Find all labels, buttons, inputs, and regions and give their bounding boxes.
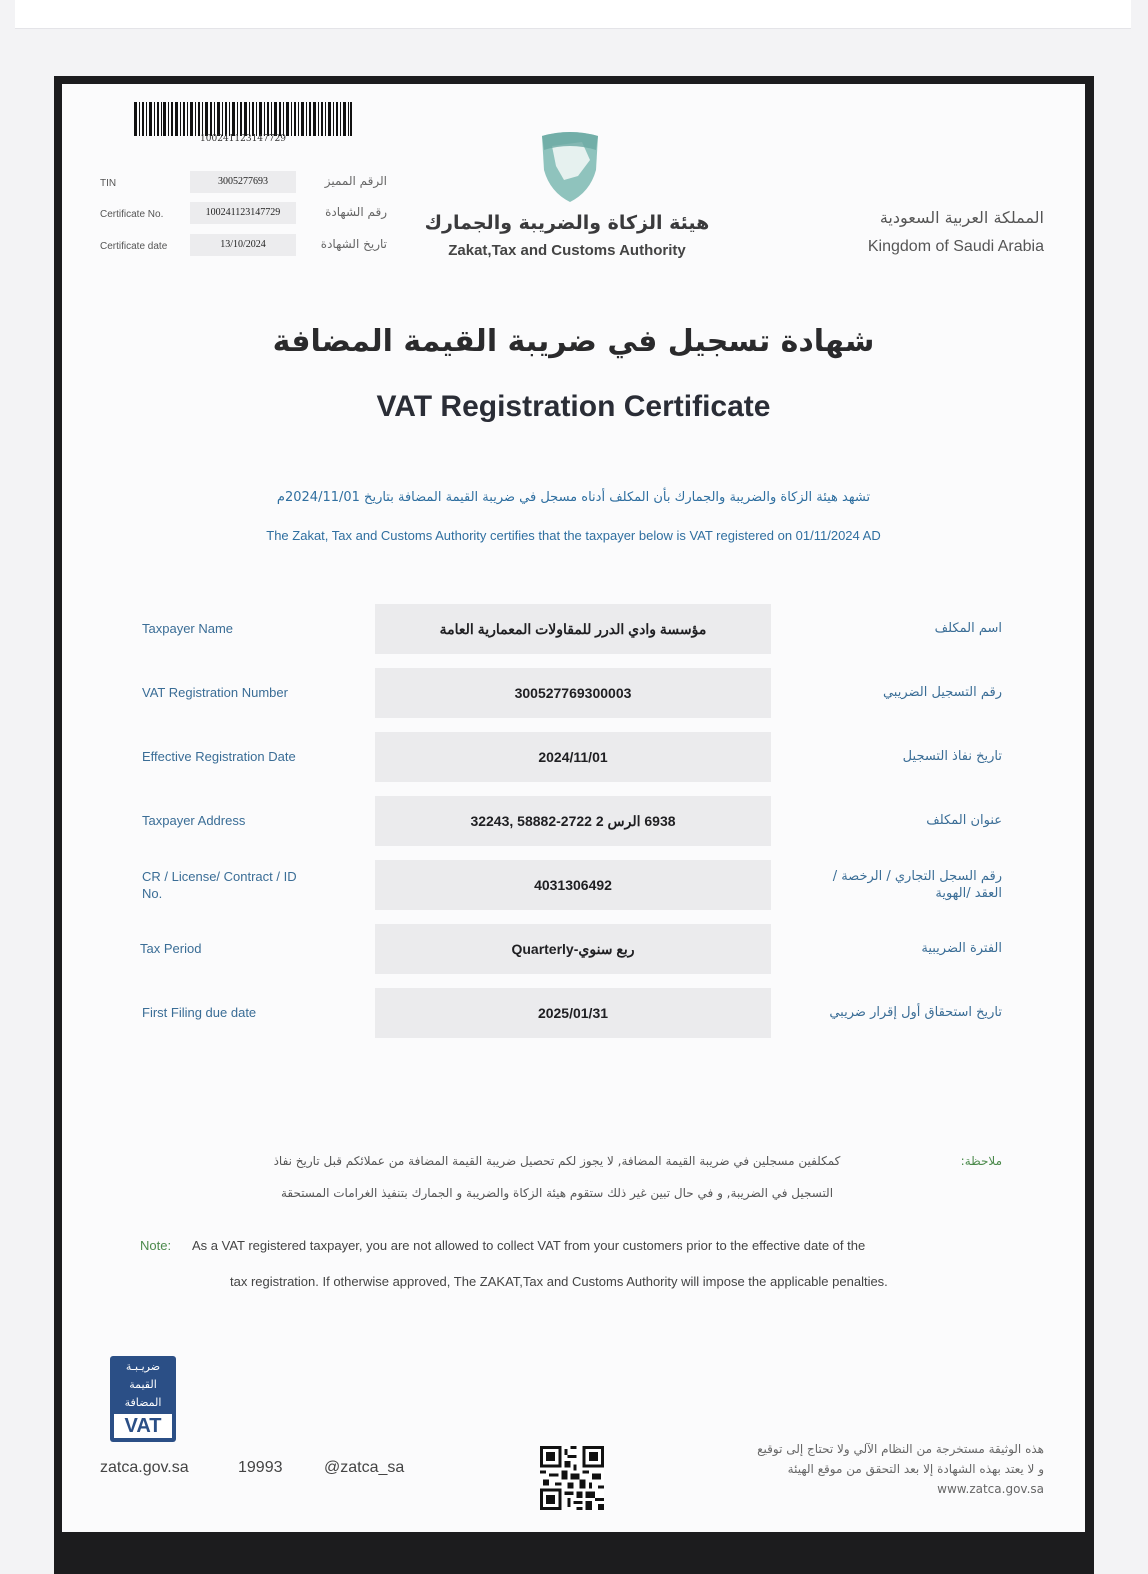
- note-label-en: Note:: [140, 1238, 172, 1253]
- field-label-ar: تاريخ نفاذ التسجيل: [902, 749, 1002, 764]
- field-label-ar: اسم المكلف: [934, 621, 1002, 636]
- footer-disclaimer-line2: و لا يعتد بهذه الشهادة إلا بعد التحقق من موقع الهيئة: [787, 1462, 1044, 1476]
- authority-name-en: Zakat,Tax and Customs Authority: [448, 242, 686, 259]
- vat-logo-ar-line2: القيمة: [129, 1378, 157, 1391]
- footer-disclaimer-url[interactable]: www.zatca.gov.sa: [937, 1482, 1044, 1496]
- field-value: 2024/11/01: [375, 732, 771, 782]
- field-label-en: Tax Period: [140, 941, 202, 956]
- field-label-ar: الفترة الضريبية: [921, 941, 1002, 956]
- field-label-ar: عنوان المكلف: [926, 813, 1002, 828]
- field-value: مؤسسة وادي الدرر للمقاولات المعمارية العامة: [375, 604, 771, 654]
- field-label-ar: رقم السجل التجاري / الرخصة / العقد /الهوية: [832, 869, 1002, 901]
- certificate-title-en: VAT Registration Certificate: [376, 390, 771, 423]
- footer-disclaimer-line1: هذه الوثيقة مستخرجة من النظام الآلي ولا تحتاج إلى توقيع: [757, 1442, 1044, 1456]
- field-label-en: First Filing due date: [142, 1005, 257, 1020]
- field-label-en: Effective Registration Date: [142, 749, 296, 764]
- field-label-en: Taxpayer Address: [142, 813, 246, 828]
- vat-logo-ar: [110, 1358, 176, 1412]
- tin-value: 3005277693: [190, 171, 296, 193]
- tin-label-ar: الرقم المميز: [324, 174, 387, 188]
- field-label-ar: رقم التسجيل الضريبي: [882, 685, 1002, 700]
- field-value: 2025/01/31: [375, 988, 771, 1038]
- note-text-en-line2: tax registration. If otherwise approved, The ZAKAT,Tax and Customs Authority will impose the applicable penalties.: [230, 1274, 888, 1289]
- field-value: ربع سنوي-Quarterly: [375, 924, 771, 974]
- certificate-no-label: Certificate No.: [100, 209, 164, 220]
- vat-logo-ar-line3: المضافة: [124, 1396, 162, 1409]
- field-value: 6938 الرس 2 2722-58882 ,32243: [375, 796, 771, 846]
- footer-website[interactable]: zatca.gov.sa: [100, 1459, 189, 1476]
- footer-phone: 19993: [238, 1459, 283, 1476]
- certificate-no-label-ar: رقم الشهادة: [325, 205, 387, 219]
- certificate-date-value: 13/10/2024: [190, 234, 296, 256]
- footer-social-handle[interactable]: @zatca_sa: [324, 1459, 405, 1476]
- field-row-effective-date: [62, 732, 1085, 782]
- field-value: 300527769300003: [375, 668, 771, 718]
- note-label-ar: ملاحظة:: [960, 1154, 1002, 1168]
- field-label-en: VAT Registration Number: [142, 685, 288, 700]
- browser-top-bar: [15, 0, 1131, 29]
- field-label-en: CR / License/ Contract / ID No.: [142, 869, 297, 901]
- kingdom-name-en: Kingdom of Saudi Arabia: [867, 238, 1044, 255]
- certificate-title-ar: شهادة تسجيل في ضريبة القيمة المضافة: [272, 324, 875, 359]
- certification-statement-ar: تشهد هيئة الزكاة والضريبة والجمارك بأن المكلف أدناه مسجل في ضريبة القيمة المضافة بتاريخ 2024/11/01م: [276, 490, 871, 505]
- qr-code-icon: [540, 1446, 604, 1510]
- barcode-image: [134, 102, 352, 136]
- document-viewer-frame: [54, 76, 1094, 1574]
- certification-statement-en: The Zakat, Tax and Customs Authority certifies that the taxpayer below is VAT registered on 01/11/2024 AD: [266, 528, 881, 543]
- tin-label: TIN: [100, 178, 117, 189]
- field-value: 4031306492: [375, 860, 771, 910]
- certificate-no-value: 100241123147729: [190, 202, 296, 224]
- vat-logo-ar-line1: ضريـبـة: [125, 1360, 161, 1373]
- kingdom-name-ar: المملكة العربية السعودية: [879, 208, 1044, 227]
- field-row-tax-period: [62, 924, 1085, 974]
- vat-logo: [110, 1356, 176, 1442]
- field-row-vat-number: [62, 668, 1085, 718]
- authority-name-ar: هيئة الزكاة والضريبة والجمارك: [424, 212, 710, 234]
- barcode-number: 100241123147729: [200, 134, 286, 144]
- certificate-page: [62, 84, 1085, 1532]
- certificate-date-label: Certificate date: [100, 241, 168, 252]
- field-row-first-filing-date: [62, 988, 1085, 1038]
- note-text-en-line1: As a VAT registered taxpayer, you are not allowed to collect VAT from your customers prior to the effective date of the: [192, 1238, 866, 1253]
- field-row-taxpayer-name: [62, 604, 1085, 654]
- field-label-en: Taxpayer Name: [142, 621, 234, 636]
- vat-logo-en: VAT: [114, 1414, 172, 1438]
- zatca-logo-icon: [538, 130, 602, 204]
- field-row-cr-license: [62, 860, 1085, 910]
- field-label-ar: تاريخ استحقاق أول إقرار ضريبي: [829, 1005, 1002, 1020]
- field-row-taxpayer-address: [62, 796, 1085, 846]
- note-text-ar-line1: كمكلفين مسجلين في ضريبة القيمة المضافة, لا يجوز لكم تحصيل ضريبة القيمة المضافة من عملائكم قبل تاريخ نفاذ: [273, 1154, 841, 1168]
- certificate-date-label-ar: تاريخ الشهادة: [320, 237, 387, 251]
- note-text-ar-line2: التسجيل في الضريبة, و في حال تبين غير ذلك ستقوم هيئة الزكاة والضريبة و الجمارك بتنفيذ الغرامات المستحقة: [280, 1186, 834, 1200]
